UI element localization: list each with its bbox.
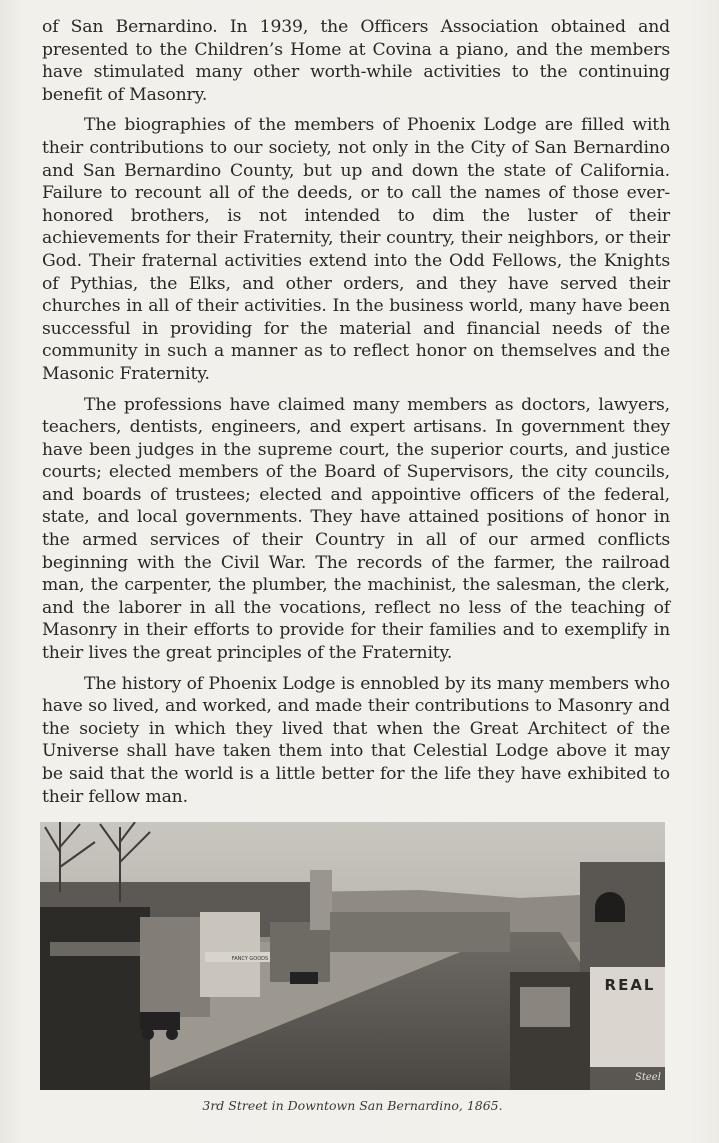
photo-signature: Steel [635, 1072, 661, 1083]
sign-real: REAL [604, 976, 656, 994]
paragraph-2: The biographies of the members of Phoenix Lodge are filled with their contributions to our society, not only in the City of San Bernardino and San Bernardino County, but up and down the state of California. Failure to recount all of the deeds, or to call the names of those ever-honored brothers, is not intended to dim the luster of their achievements for their Fraternity, their country, their neighbors, or their God. Their fraternal activities extend into the Odd Fellows, the Knights of Pythias, the Elks, and other orders, and they have served their churches in all of their activities. In the business world, many have been successful in providing for the material and financial needs of the community in such a manner as to reflect honor on themselves and the Masonic Fraternity. [42, 115, 670, 384]
historic-street-photo [40, 822, 665, 1090]
body-text [42, 16, 670, 808]
paragraph-1: of San Bernardino. In 1939, the Officers Association obtained and presented to the Children’s Home at Covina a piano, and the members have stimulated many other worth-while activities to the continuing benefit of Masonry. [42, 17, 670, 105]
photo-caption: 3rd Street in Downtown San Bernardino, 1865. [202, 1098, 503, 1113]
paragraph-4: The history of Phoenix Lodge is ennobled by its many members who have so lived, and worked, and made their contributions to Masonry and the society in which they lived that when the Great Architect of the Universe shall have taken them into that Celestial Lodge above it may be said that the world is a little better for the life they have exhibited to their fellow man. [42, 673, 670, 807]
sign-fancy-goods: FANCY GOODS [231, 956, 269, 962]
paragraph-3: The professions have claimed many members as doctors, lawyers, teachers, dentists, engineers, and expert artisans. In government they have been judges in the supreme court, the superior courts, and justice courts; elected members of the Board of Supervisors, the city councils, and boards of trustees; elected and appointive officers of the federal, state, and local governments. They have attained positions of honor in the armed services of their Country in all of our armed conflicts beginning with the Civil War. The records of the farmer, the railroad man, the carpenter, the plumber, the machinist, the salesman, the clerk, and the laborer in all the vocations, reflect no less of the teaching of Masonry in their efforts to provide for their families and to exemplify in their lives the great principles of the Fraternity. [42, 394, 670, 664]
